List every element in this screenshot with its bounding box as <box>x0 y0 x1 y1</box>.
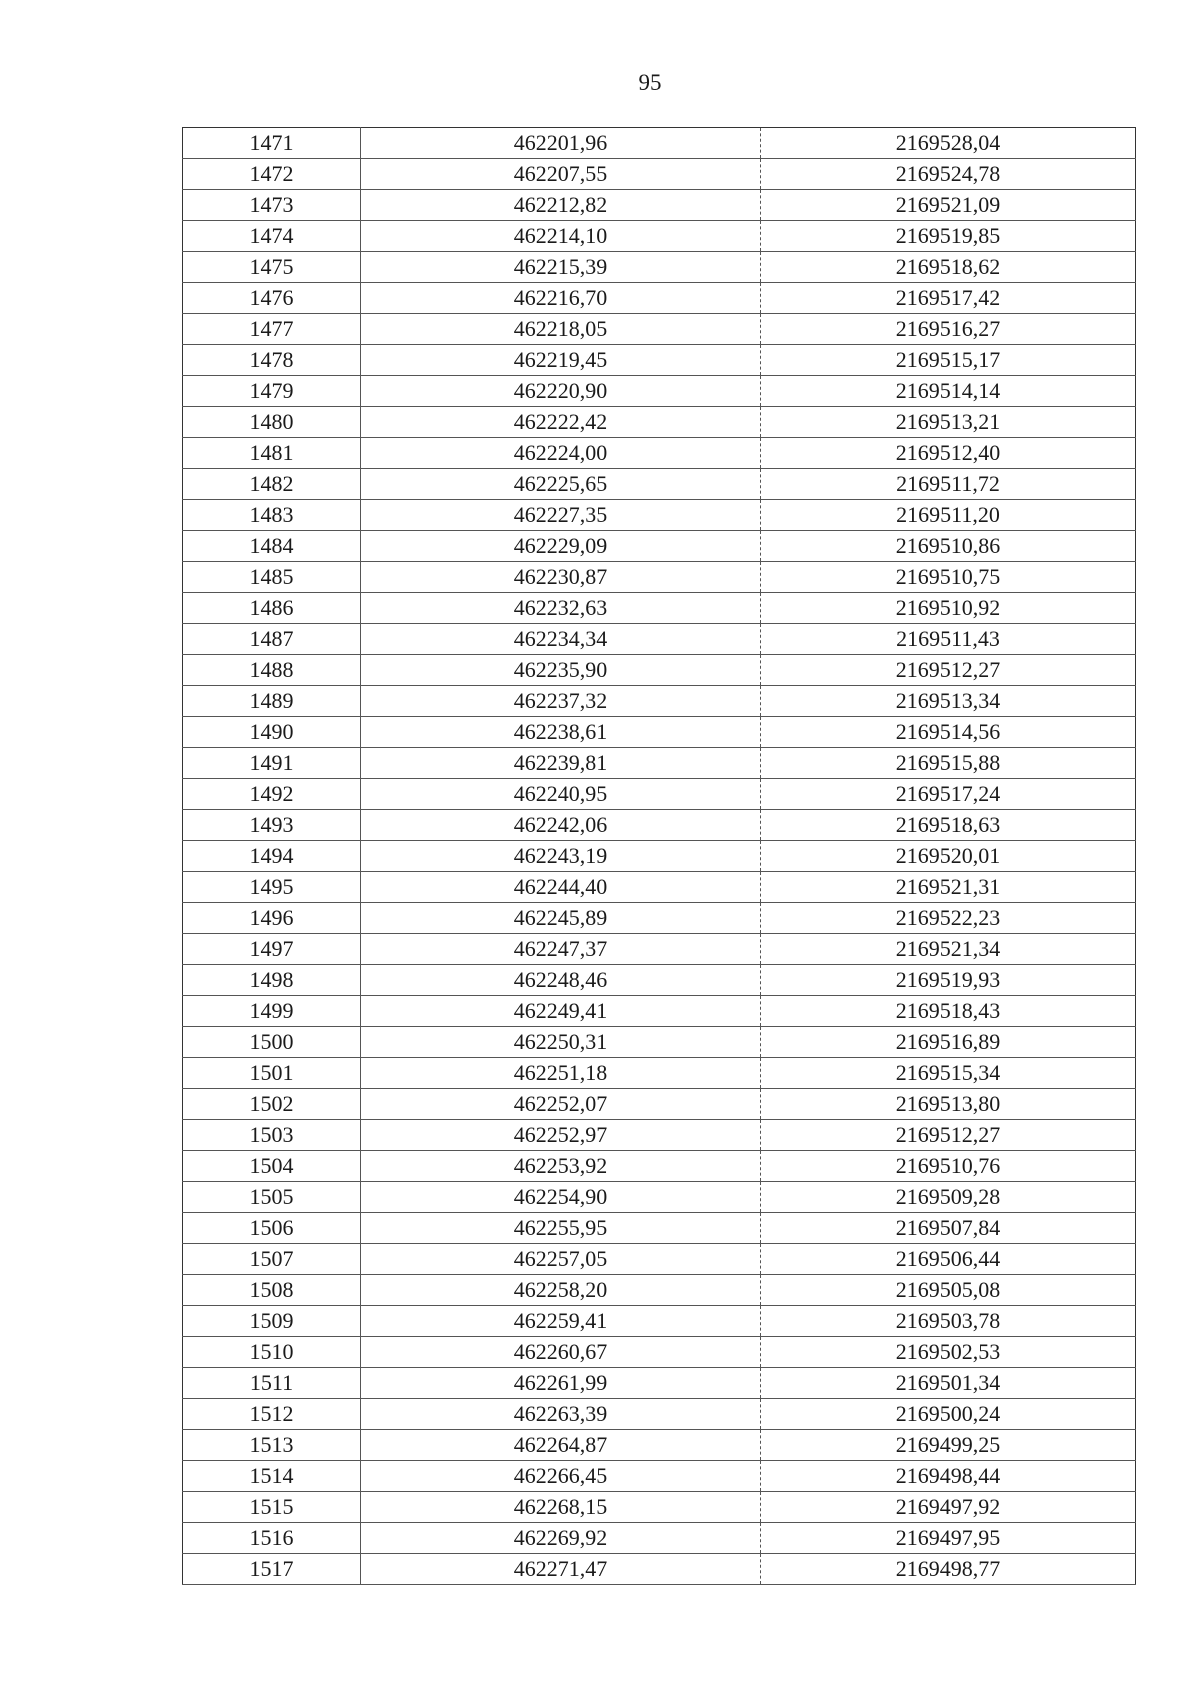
table-row <box>183 1120 1136 1151</box>
x-coordinate-cell: 462224,00 <box>361 438 761 469</box>
x-coordinate-cell: 462263,39 <box>361 1399 761 1430</box>
point-number-cell: 1515 <box>183 1492 361 1523</box>
table-row <box>183 841 1136 872</box>
point-number-cell: 1498 <box>183 965 361 996</box>
point-number-cell: 1480 <box>183 407 361 438</box>
table-row <box>183 314 1136 345</box>
y-coordinate-cell: 2169510,92 <box>761 593 1136 624</box>
y-coordinate-cell: 2169510,86 <box>761 531 1136 562</box>
point-number-cell: 1473 <box>183 190 361 221</box>
x-coordinate-cell: 462257,05 <box>361 1244 761 1275</box>
x-coordinate-cell: 462252,07 <box>361 1089 761 1120</box>
x-coordinate-cell: 462230,87 <box>361 562 761 593</box>
point-number-cell: 1488 <box>183 655 361 686</box>
y-coordinate-cell: 2169511,20 <box>761 500 1136 531</box>
y-coordinate-cell: 2169509,28 <box>761 1182 1136 1213</box>
x-coordinate-cell: 462248,46 <box>361 965 761 996</box>
x-coordinate-cell: 462227,35 <box>361 500 761 531</box>
table-row <box>183 686 1136 717</box>
point-number-cell: 1493 <box>183 810 361 841</box>
x-coordinate-cell: 462229,09 <box>361 531 761 562</box>
y-coordinate-cell: 2169514,14 <box>761 376 1136 407</box>
y-coordinate-cell: 2169517,42 <box>761 283 1136 314</box>
y-coordinate-cell: 2169498,77 <box>761 1554 1136 1585</box>
x-coordinate-cell: 462239,81 <box>361 748 761 779</box>
x-coordinate-cell: 462238,61 <box>361 717 761 748</box>
point-number-cell: 1482 <box>183 469 361 500</box>
point-number-cell: 1496 <box>183 903 361 934</box>
table-row <box>183 190 1136 221</box>
x-coordinate-cell: 462258,20 <box>361 1275 761 1306</box>
point-number-cell: 1476 <box>183 283 361 314</box>
y-coordinate-cell: 2169516,27 <box>761 314 1136 345</box>
page-number: 95 <box>638 70 662 95</box>
x-coordinate-cell: 462249,41 <box>361 996 761 1027</box>
point-number-cell: 1481 <box>183 438 361 469</box>
x-coordinate-cell: 462260,67 <box>361 1337 761 1368</box>
point-number-cell: 1502 <box>183 1089 361 1120</box>
table-row <box>183 345 1136 376</box>
y-coordinate-cell: 2169505,08 <box>761 1275 1136 1306</box>
y-coordinate-cell: 2169498,44 <box>761 1461 1136 1492</box>
point-number-cell: 1491 <box>183 748 361 779</box>
point-number-cell: 1505 <box>183 1182 361 1213</box>
table-row <box>183 903 1136 934</box>
table-row <box>183 717 1136 748</box>
x-coordinate-cell: 462222,42 <box>361 407 761 438</box>
x-coordinate-cell: 462237,32 <box>361 686 761 717</box>
table-row <box>183 159 1136 190</box>
y-coordinate-cell: 2169507,84 <box>761 1213 1136 1244</box>
table-row <box>183 655 1136 686</box>
x-coordinate-cell: 462247,37 <box>361 934 761 965</box>
table-row <box>183 1523 1136 1554</box>
x-coordinate-cell: 462207,55 <box>361 159 761 190</box>
table-row <box>183 748 1136 779</box>
point-number-cell: 1497 <box>183 934 361 965</box>
table-row <box>183 1461 1136 1492</box>
point-number-cell: 1484 <box>183 531 361 562</box>
table-row <box>183 810 1136 841</box>
table-row <box>183 1151 1136 1182</box>
table-row <box>183 1306 1136 1337</box>
x-coordinate-cell: 462232,63 <box>361 593 761 624</box>
coordinates-table <box>182 127 1136 1585</box>
y-coordinate-cell: 2169521,34 <box>761 934 1136 965</box>
table-row <box>183 500 1136 531</box>
point-number-cell: 1499 <box>183 996 361 1027</box>
x-coordinate-cell: 462218,05 <box>361 314 761 345</box>
point-number-cell: 1504 <box>183 1151 361 1182</box>
point-number-cell: 1483 <box>183 500 361 531</box>
y-coordinate-cell: 2169518,63 <box>761 810 1136 841</box>
point-number-cell: 1513 <box>183 1430 361 1461</box>
coordinates-table-body <box>183 128 1136 1585</box>
table-row <box>183 1337 1136 1368</box>
table-row <box>183 531 1136 562</box>
table-row <box>183 376 1136 407</box>
x-coordinate-cell: 462219,45 <box>361 345 761 376</box>
table-row <box>183 1027 1136 1058</box>
x-coordinate-cell: 462266,45 <box>361 1461 761 1492</box>
y-coordinate-cell: 2169501,34 <box>761 1368 1136 1399</box>
x-coordinate-cell: 462251,18 <box>361 1058 761 1089</box>
table-row <box>183 1182 1136 1213</box>
point-number-cell: 1500 <box>183 1027 361 1058</box>
point-number-cell: 1474 <box>183 221 361 252</box>
x-coordinate-cell: 462244,40 <box>361 872 761 903</box>
x-coordinate-cell: 462250,31 <box>361 1027 761 1058</box>
table-row <box>183 779 1136 810</box>
x-coordinate-cell: 462235,90 <box>361 655 761 686</box>
x-coordinate-cell: 462255,95 <box>361 1213 761 1244</box>
table-row <box>183 438 1136 469</box>
table-row <box>183 252 1136 283</box>
x-coordinate-cell: 462261,99 <box>361 1368 761 1399</box>
x-coordinate-cell: 462254,90 <box>361 1182 761 1213</box>
y-coordinate-cell: 2169524,78 <box>761 159 1136 190</box>
point-number-cell: 1495 <box>183 872 361 903</box>
table-row <box>183 872 1136 903</box>
y-coordinate-cell: 2169522,23 <box>761 903 1136 934</box>
y-coordinate-cell: 2169513,21 <box>761 407 1136 438</box>
y-coordinate-cell: 2169516,89 <box>761 1027 1136 1058</box>
x-coordinate-cell: 462245,89 <box>361 903 761 934</box>
y-coordinate-cell: 2169521,31 <box>761 872 1136 903</box>
point-number-cell: 1512 <box>183 1399 361 1430</box>
point-number-cell: 1494 <box>183 841 361 872</box>
x-coordinate-cell: 462220,90 <box>361 376 761 407</box>
point-number-cell: 1517 <box>183 1554 361 1585</box>
table-row <box>183 1368 1136 1399</box>
y-coordinate-cell: 2169518,43 <box>761 996 1136 1027</box>
y-coordinate-cell: 2169502,53 <box>761 1337 1136 1368</box>
x-coordinate-cell: 462243,19 <box>361 841 761 872</box>
y-coordinate-cell: 2169515,17 <box>761 345 1136 376</box>
point-number-cell: 1490 <box>183 717 361 748</box>
table-row <box>183 128 1136 159</box>
point-number-cell: 1507 <box>183 1244 361 1275</box>
point-number-cell: 1477 <box>183 314 361 345</box>
table-row <box>183 283 1136 314</box>
table-row <box>183 1554 1136 1585</box>
table-row <box>183 934 1136 965</box>
point-number-cell: 1510 <box>183 1337 361 1368</box>
point-number-cell: 1506 <box>183 1213 361 1244</box>
point-number-cell: 1508 <box>183 1275 361 1306</box>
x-coordinate-cell: 462212,82 <box>361 190 761 221</box>
y-coordinate-cell: 2169513,80 <box>761 1089 1136 1120</box>
x-coordinate-cell: 462216,70 <box>361 283 761 314</box>
point-number-cell: 1489 <box>183 686 361 717</box>
x-coordinate-cell: 462215,39 <box>361 252 761 283</box>
y-coordinate-cell: 2169520,01 <box>761 841 1136 872</box>
y-coordinate-cell: 2169511,43 <box>761 624 1136 655</box>
point-number-cell: 1487 <box>183 624 361 655</box>
table-row <box>183 1089 1136 1120</box>
y-coordinate-cell: 2169497,95 <box>761 1523 1136 1554</box>
point-number-cell: 1514 <box>183 1461 361 1492</box>
y-coordinate-cell: 2169517,24 <box>761 779 1136 810</box>
table-row <box>183 1399 1136 1430</box>
table-row <box>183 624 1136 655</box>
y-coordinate-cell: 2169510,75 <box>761 562 1136 593</box>
table-row <box>183 1430 1136 1461</box>
point-number-cell: 1486 <box>183 593 361 624</box>
x-coordinate-cell: 462214,10 <box>361 221 761 252</box>
x-coordinate-cell: 462225,65 <box>361 469 761 500</box>
point-number-cell: 1511 <box>183 1368 361 1399</box>
y-coordinate-cell: 2169515,88 <box>761 748 1136 779</box>
x-coordinate-cell: 462201,96 <box>361 128 761 159</box>
point-number-cell: 1478 <box>183 345 361 376</box>
y-coordinate-cell: 2169512,27 <box>761 655 1136 686</box>
table-row <box>183 965 1136 996</box>
point-number-cell: 1501 <box>183 1058 361 1089</box>
x-coordinate-cell: 462259,41 <box>361 1306 761 1337</box>
point-number-cell: 1503 <box>183 1120 361 1151</box>
point-number-cell: 1516 <box>183 1523 361 1554</box>
table-row <box>183 407 1136 438</box>
y-coordinate-cell: 2169515,34 <box>761 1058 1136 1089</box>
table-row <box>183 1244 1136 1275</box>
table-row <box>183 469 1136 500</box>
point-number-cell: 1485 <box>183 562 361 593</box>
x-coordinate-cell: 462253,92 <box>361 1151 761 1182</box>
point-number-cell: 1472 <box>183 159 361 190</box>
table-row <box>183 1213 1136 1244</box>
y-coordinate-cell: 2169512,27 <box>761 1120 1136 1151</box>
table-row <box>183 1275 1136 1306</box>
y-coordinate-cell: 2169497,92 <box>761 1492 1136 1523</box>
y-coordinate-cell: 2169510,76 <box>761 1151 1136 1182</box>
point-number-cell: 1471 <box>183 128 361 159</box>
point-number-cell: 1492 <box>183 779 361 810</box>
y-coordinate-cell: 2169514,56 <box>761 717 1136 748</box>
table-row <box>183 996 1136 1027</box>
y-coordinate-cell: 2169503,78 <box>761 1306 1136 1337</box>
point-number-cell: 1479 <box>183 376 361 407</box>
y-coordinate-cell: 2169500,24 <box>761 1399 1136 1430</box>
table-row <box>183 1058 1136 1089</box>
x-coordinate-cell: 462268,15 <box>361 1492 761 1523</box>
x-coordinate-cell: 462240,95 <box>361 779 761 810</box>
x-coordinate-cell: 462269,92 <box>361 1523 761 1554</box>
y-coordinate-cell: 2169512,40 <box>761 438 1136 469</box>
table-row <box>183 593 1136 624</box>
x-coordinate-cell: 462242,06 <box>361 810 761 841</box>
y-coordinate-cell: 2169519,85 <box>761 221 1136 252</box>
point-number-cell: 1475 <box>183 252 361 283</box>
y-coordinate-cell: 2169499,25 <box>761 1430 1136 1461</box>
x-coordinate-cell: 462234,34 <box>361 624 761 655</box>
y-coordinate-cell: 2169528,04 <box>761 128 1136 159</box>
table-row <box>183 1492 1136 1523</box>
y-coordinate-cell: 2169506,44 <box>761 1244 1136 1275</box>
x-coordinate-cell: 462264,87 <box>361 1430 761 1461</box>
y-coordinate-cell: 2169518,62 <box>761 252 1136 283</box>
table-row <box>183 221 1136 252</box>
y-coordinate-cell: 2169513,34 <box>761 686 1136 717</box>
y-coordinate-cell: 2169511,72 <box>761 469 1136 500</box>
x-coordinate-cell: 462252,97 <box>361 1120 761 1151</box>
y-coordinate-cell: 2169521,09 <box>761 190 1136 221</box>
point-number-cell: 1509 <box>183 1306 361 1337</box>
y-coordinate-cell: 2169519,93 <box>761 965 1136 996</box>
x-coordinate-cell: 462271,47 <box>361 1554 761 1585</box>
table-row <box>183 562 1136 593</box>
